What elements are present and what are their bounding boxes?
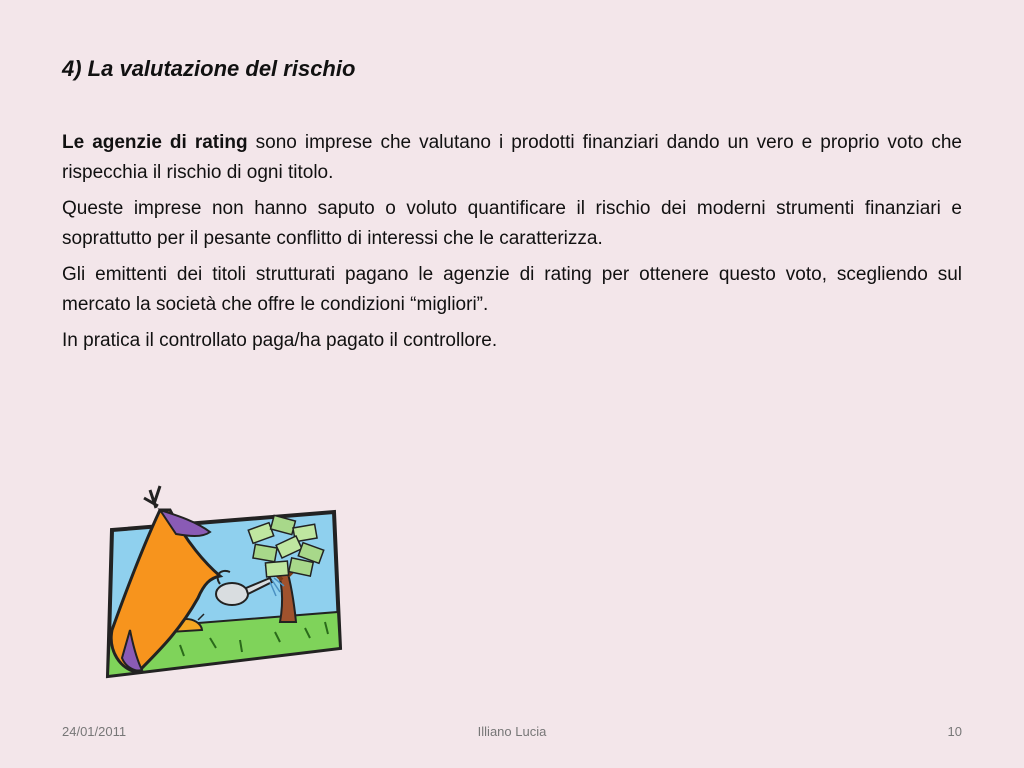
paragraph-3: Gli emittenti dei titoli strutturati pagano le agenzie di rating per ottenere questo voto, scegliendo sul mercato la società che offre le condizioni “migliori”. (62, 264, 962, 315)
footer-date: 24/01/2011 (62, 724, 127, 739)
money-tree-clipart-icon (90, 480, 350, 690)
paragraph-1 (62, 128, 962, 188)
paragraph-2: Queste imprese non hanno saputo o voluto quantificare il rischio dei moderni strumenti finanziari e soprattutto per il pesante conflitto di interessi che le caratterizza. (62, 198, 962, 249)
paragraph-4: In pratica il controllato paga/ha pagato il controllore. (62, 330, 498, 351)
footer-author: Illiano Lucia (477, 724, 547, 739)
paragraph-1-bold: Le agenzie di rating (62, 132, 248, 153)
paragraph-1-text: sono imprese che valutano i prodotti finanziari dando un vero e proprio voto che rispecchia il rischio di ogni titolo. (62, 132, 962, 183)
footer-page-number: 10 (947, 724, 962, 739)
slide-title: 4) La valutazione del rischio (62, 56, 356, 81)
slide-body (62, 128, 962, 362)
